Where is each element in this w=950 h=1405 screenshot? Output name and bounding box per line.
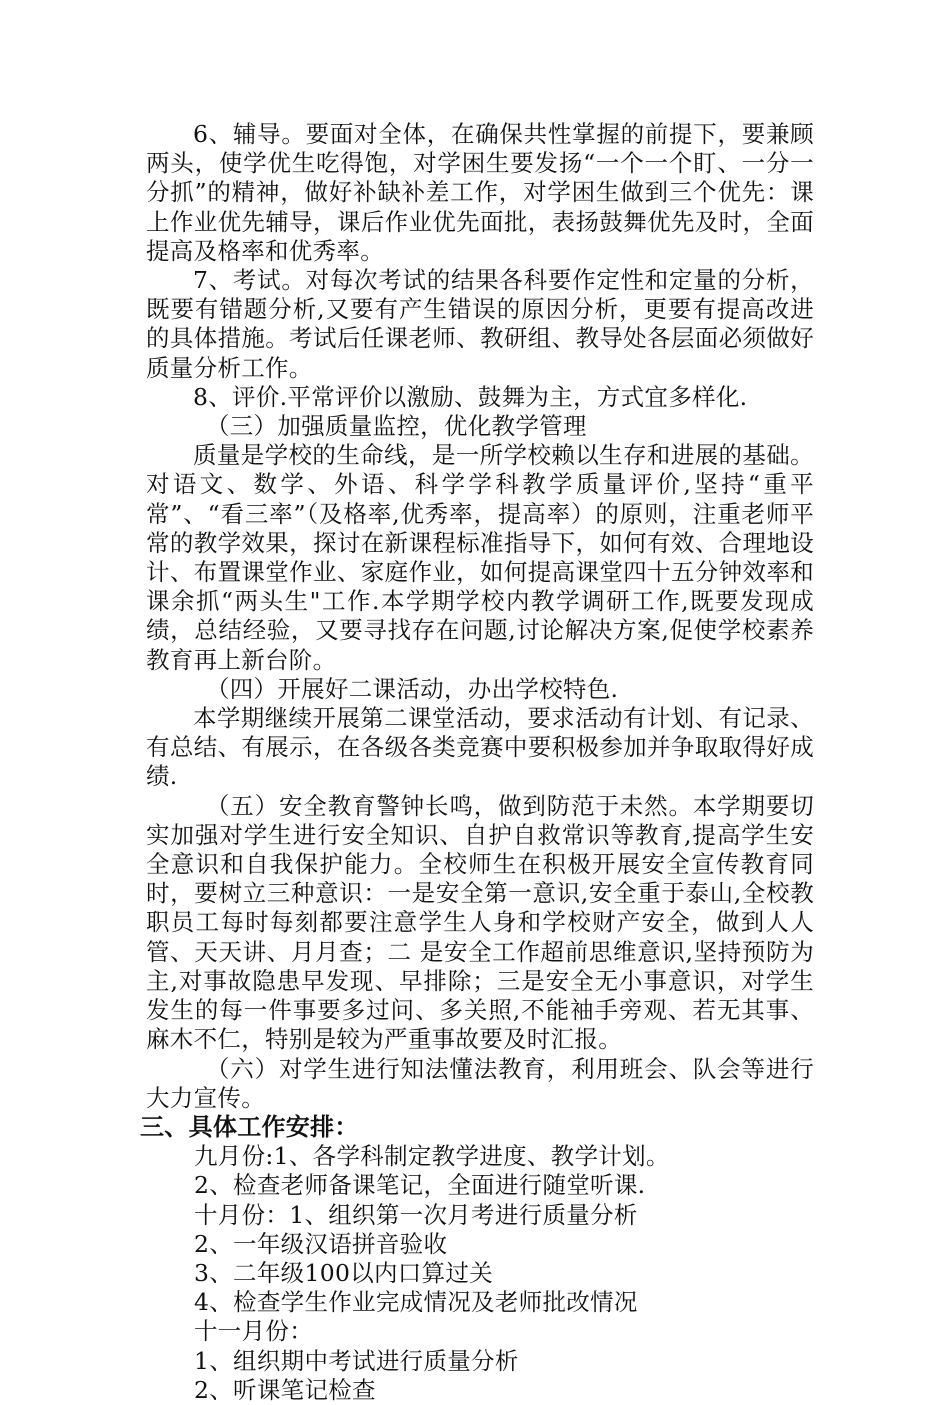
paragraph-evaluation: 8、评价.平常评价以激励、鼓舞为主，方式宜多样化. (193, 382, 748, 411)
paragraph-tutoring: 6、辅导。要面对全体，在确保共性掌握的前提下，要兼顾两头，使学优生吃得饱，对学困生要发扬“一个一个盯、一分一分抓”的精神，做好补缺补差工作，对学困生做到三个优先：课上作业优先辅导，课后作业优先面批，表扬鼓舞优先及时，全面提高及格率和优秀率。 (146, 120, 814, 265)
section-second-classroom-title: （四）开展好二课活动，办出学校特色. (205, 674, 619, 703)
heading-work-schedule: 三、具体工作安排： (140, 1112, 359, 1141)
paragraph-second-classroom: 本学期继续开展第二课堂活动，要求活动有计划、有记录、有总结、有展示，在各级各类竞赛中要积极参加并争取取得好成绩. (146, 704, 814, 791)
paragraph-safety-education: （五）安全教育警钟长鸣，做到防范于未然。本学期要切实加强对学生进行安全知识、自护自救常识等教育,提高学生安全意识和自我保护能力。全校师生在积极开展安全宣传教育同时，要树立三种意识：一是安全第一意识,安全重于泰山,全校教职员工每时每刻都要注意学生人身和学校财产安全，做到人人管、天天讲、月月查；二 是安全工作超前思维意识,坚持预防为主,对事故隐患早发现、早排除；三是安全无小事意识，对学生发生的每一件事要多过问、多关照,不能袖手旁观、若无其事、麻木不仁，特别是较为严重事故要及时汇报。 (146, 791, 814, 1054)
schedule-october-item-1: 十月份：1、组织第一次月考进行质量分析 (194, 1200, 638, 1229)
schedule-november-title: 十一月份： (194, 1317, 313, 1346)
schedule-november-item-2: 2、听课笔记检查 (194, 1375, 376, 1404)
schedule-october-item-2: 2、一年级汉语拼音验收 (194, 1229, 448, 1258)
schedule-september-item-1: 九月份:1、各学科制定教学进度、教学计划。 (194, 1142, 670, 1171)
section-quality-monitoring-title: （三）加强质量监控，优化教学管理 (205, 412, 587, 441)
paragraph-legal-education: （六）对学生进行知法懂法教育，利用班会、队会等进行大力宣传。 (146, 1054, 814, 1112)
schedule-october-item-4: 4、检查学生作业完成情况及老师批改情况 (194, 1288, 638, 1317)
schedule-september-item-2: 2、检查老师备课笔记，全面进行随堂听课. (194, 1171, 646, 1200)
paragraph-quality-monitoring: 质量是学校的生命线，是一所学校赖以生存和进展的基础。对语文、数学、外语、科学学科教学质量评价,坚持“重平常”、“看三率”（及格率,优秀率，提高率）的原则，注重老师平常的教学效果，探讨在新课程标准指导下，如何有效、合理地设计、布置课堂作业、家庭作业，如何提高课堂四十五分钟效率和课余抓“两头生"工作.本学期学校内教学调研工作,既要发现成绩，总结经验，又要寻找存在问题,讨论解决方案,促使学校素养教育再上新台阶。 (146, 441, 814, 674)
paragraph-exams: 7、考试。对每次考试的结果各科要作定性和定量的分析，既要有错题分析,又要有产生错误的原因分析，更要有提高改进的具体措施。考试后任课老师、教研组、教导处各层面必须做好质量分析工作。 (146, 266, 814, 382)
schedule-november-item-1: 1、组织期中考试进行质量分析 (194, 1346, 519, 1375)
document-page (140, 120, 814, 1405)
schedule-october-item-3: 3、二年级100以内口算过关 (194, 1258, 494, 1287)
